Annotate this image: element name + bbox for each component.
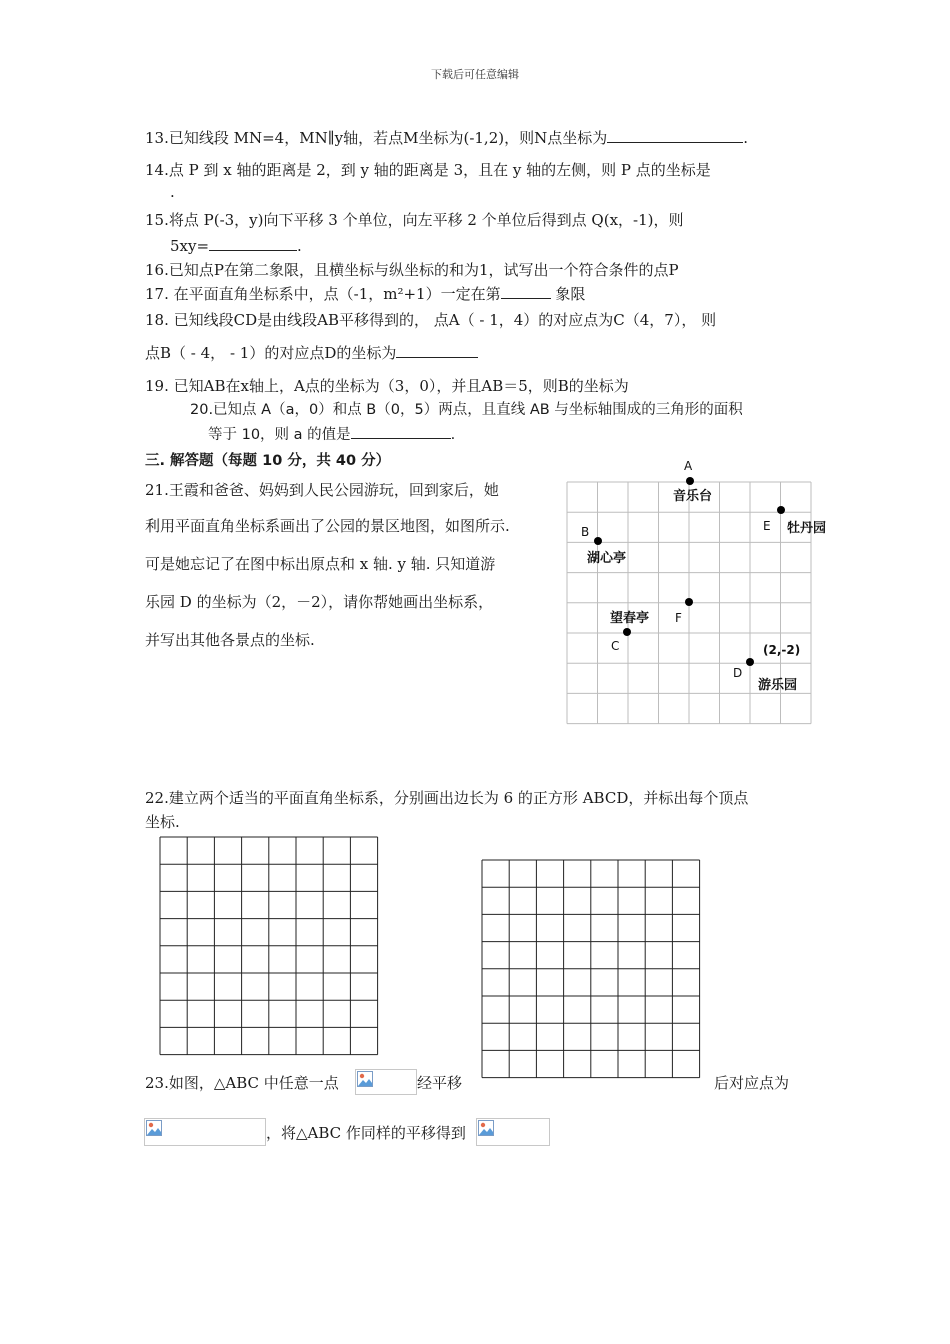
question-21-line: 21.王霞和爸爸、妈妈到人民公园游玩，回到家后，她 — [145, 481, 499, 499]
question-23-part1: 23.如图，△ABC 中任意一点 — [145, 1074, 339, 1092]
question-23-part3: 后对应点为 — [714, 1074, 790, 1092]
point-d-name: 游乐园 — [758, 678, 798, 693]
broken-image-icon — [357, 1071, 373, 1087]
question-21-line: 可是她忘记了在图中标出原点和 x 轴. y 轴. 只知道游 — [145, 555, 496, 573]
point-f-dot — [685, 598, 693, 606]
answer-blank[interactable] — [396, 343, 478, 358]
question-16: 16.已知点P在第二象限，且横坐标与纵坐标的和为1，试写出一个符合条件的点P — [145, 261, 679, 279]
question-15-end: . — [297, 237, 302, 255]
point-c-dot — [623, 628, 631, 636]
point-d-coord: (2,-2) — [763, 643, 801, 657]
question-13 — [145, 128, 748, 148]
point-b-dot — [594, 537, 602, 545]
question-15-expr: 5xy= — [170, 237, 210, 255]
grid-right[interactable] — [477, 855, 707, 1081]
question-19: 19. 已知AB在x轴上，A点的坐标为（3，0），并且AB＝5，则B的坐标为 — [145, 377, 629, 395]
question-21-line: 乐园 D 的坐标为（2，－2），请你帮她画出坐标系， — [145, 593, 494, 611]
answer-blank[interactable] — [209, 236, 297, 251]
question-13-text: 13.已知线段 MN=4，MN∥y轴，若点M坐标为(-1,2)，则N点坐标为 — [145, 129, 608, 147]
park-map — [560, 455, 827, 730]
question-22: 22.建立两个适当的平面直角坐标系，分别画出边长为 6 的正方形 ABCD，并标出每个顶点 — [145, 789, 749, 807]
answer-blank[interactable] — [351, 424, 451, 439]
question-18: 18. 已知线段CD是由线段AB平移得到的， 点A（ - 1，4）的对应点为C（4，7）， 则 — [145, 311, 717, 329]
point-e-letter: E — [763, 519, 771, 533]
point-a-letter: A — [684, 459, 693, 473]
question-20-line2 — [208, 424, 455, 445]
question-22-line2: 坐标. — [145, 813, 180, 831]
question-21-line: 并写出其他各景点的坐标. — [145, 631, 315, 649]
question-13-end: . — [743, 129, 748, 147]
point-a-dot — [686, 477, 694, 485]
question-20-end: . — [450, 427, 456, 443]
question-17-end: 象限 — [550, 285, 586, 303]
section-3-title: 三. 解答题（每题 10 分，共 40 分） — [145, 453, 391, 469]
question-20: 20.已知点 A（a，0）和点 B（0，5）两点，且直线 AB 与坐标轴围成的三角形的面积 — [190, 402, 743, 418]
broken-image-icon — [146, 1120, 162, 1136]
question-15: 15.将点 P(-3，y)向下平移 3 个单位，向左平移 2 个单位后得到点 Q(x，-1)，则 — [145, 211, 684, 229]
question-21-line: 利用平面直角坐标系画出了公园的景区地图，如图所示. — [145, 517, 510, 535]
question-20-text2: 等于 10，则 a 的值是 — [208, 427, 351, 443]
broken-image-icon — [478, 1120, 494, 1136]
question-14: 14.点 P 到 x 轴的距离是 2，到 y 轴的距离是 3，且在 y 轴的左侧，则 P 点的坐标是 — [145, 161, 711, 179]
question-18-text2: 点B（ - 4， - 1）的对应点D的坐标为 — [145, 344, 397, 362]
answer-blank[interactable] — [607, 128, 743, 143]
grid-left[interactable] — [155, 832, 385, 1058]
question-23-part2: 经平移 — [417, 1074, 463, 1092]
formula-image-placeholder — [476, 1118, 550, 1146]
question-17-text: 17. 在平面直角坐标系中，点（-1，m²+1）一定在第 — [145, 285, 501, 303]
question-15-line2 — [170, 236, 302, 256]
point-e-dot — [777, 506, 785, 514]
answer-blank[interactable] — [501, 284, 551, 299]
point-e-name: 牡丹园 — [787, 521, 827, 536]
formula-image-placeholder — [355, 1069, 417, 1095]
point-b-name: 湖心亭 — [587, 551, 627, 566]
question-17 — [145, 284, 585, 304]
point-c-letter: C — [611, 639, 620, 653]
page-header: 下载后可任意编辑 — [431, 68, 519, 81]
question-23-part4: ，将△ABC 作同样的平移得到 — [266, 1124, 466, 1142]
point-d-dot — [746, 658, 754, 666]
question-18-line2 — [145, 343, 478, 363]
point-f-letter: F — [675, 611, 682, 625]
point-a-name: 音乐台 — [673, 489, 713, 504]
point-d-letter: D — [733, 666, 743, 680]
question-14-line2: . — [170, 183, 175, 201]
point-c-name: 望春亭 — [610, 611, 650, 626]
formula-image-placeholder — [144, 1118, 266, 1146]
point-b-letter: B — [581, 525, 590, 539]
